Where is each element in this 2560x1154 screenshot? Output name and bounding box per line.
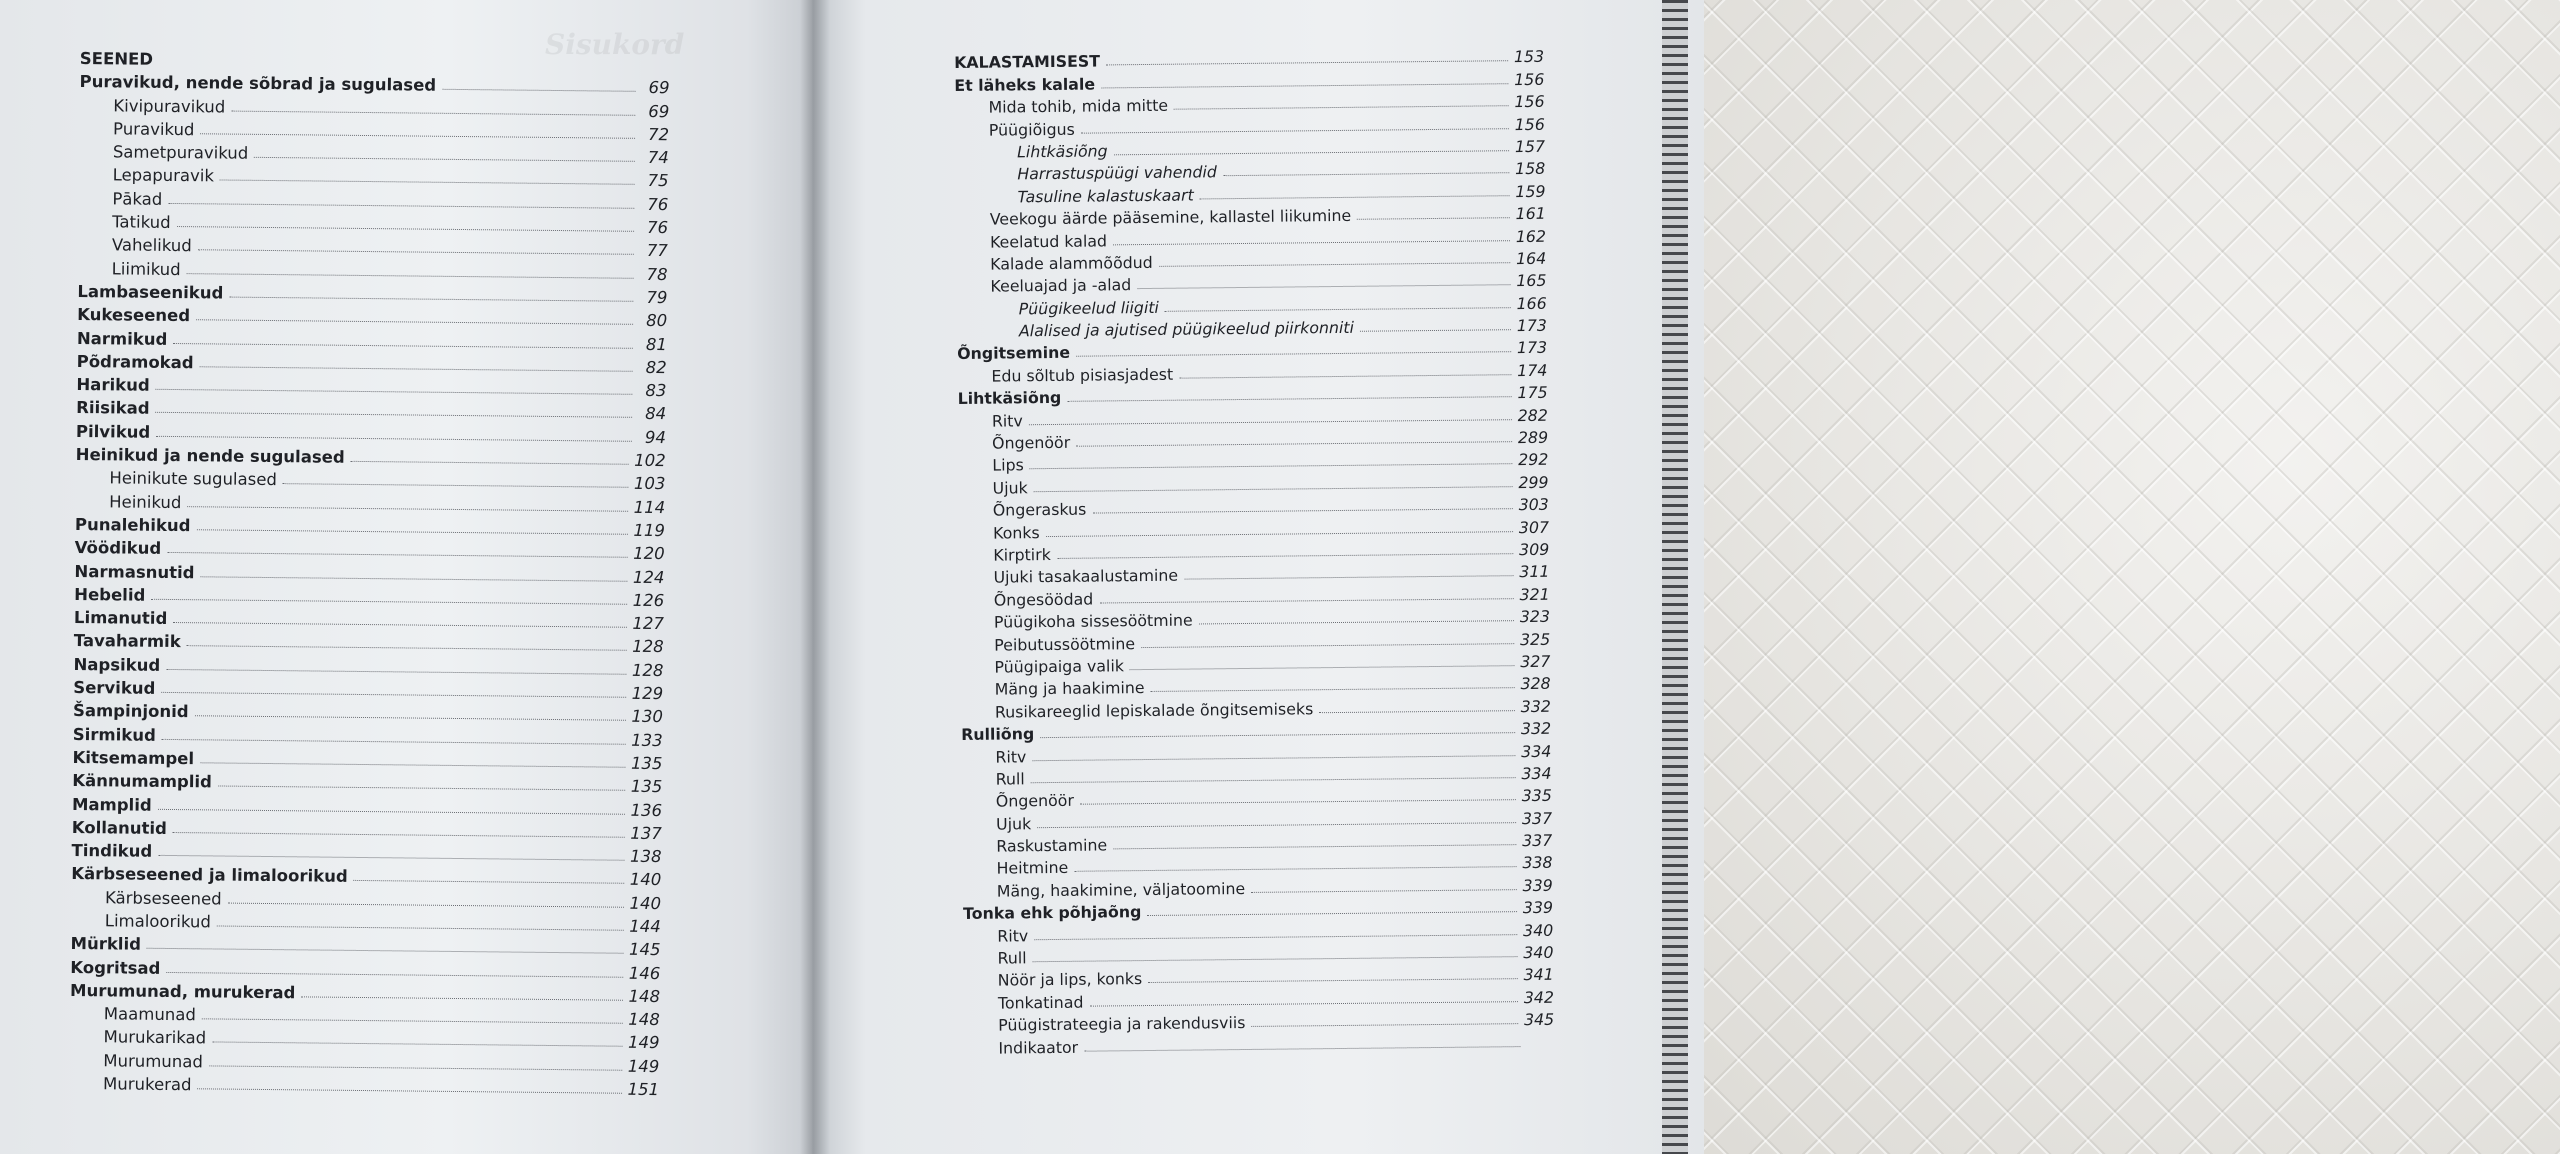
toc-entry-title: Püügistrateegia ja rakendusviis (998, 1013, 1246, 1035)
dot-leader (195, 716, 626, 722)
toc-entry-title: Püügikoha sissesöötmine (993, 610, 1193, 632)
toc-entry-title: Ritv (991, 410, 1023, 431)
toc-entry-title: Liimikud (111, 259, 181, 279)
toc-entry-title: Maamunad (103, 1004, 196, 1025)
toc-entry-page-number: 94 (644, 427, 667, 447)
toc-entry-page-number: 289 (1517, 427, 1549, 448)
dot-leader (217, 925, 623, 930)
toc-entry-page-number: 340 (1522, 920, 1554, 940)
toc-entry-title: Kitsemampel (72, 747, 195, 769)
toc-entry-page-number: 337 (1522, 830, 1553, 851)
toc-entry-title: Ujuk (996, 813, 1032, 834)
book-gutter (800, 0, 830, 1154)
toc-entry-title: Konks (992, 522, 1040, 543)
dot-leader (1147, 911, 1517, 916)
dot-leader (1076, 352, 1511, 358)
toc-entry-title: Mäng ja haakimine (994, 678, 1145, 699)
dot-leader (1031, 777, 1516, 783)
toc-entry-title: Tatikud (112, 212, 171, 233)
toc-entry-title: Heinikute sugulased (109, 468, 278, 490)
toc-entry-title: Heitmine (996, 858, 1069, 879)
toc-entry-page-number: 135 (630, 777, 663, 797)
dot-leader (196, 529, 627, 535)
toc-entry-title: Püügipaiga valik (994, 656, 1125, 677)
dot-leader (161, 692, 625, 698)
toc-entry-page-number: 69 (648, 78, 670, 98)
toc-entry-title: Õngitsemine (957, 343, 1071, 364)
dot-leader (254, 157, 635, 162)
dot-leader (442, 89, 635, 92)
toc-entry-title: Raskustamine (996, 835, 1108, 856)
toc-entry-title: Indikaator (998, 1037, 1079, 1058)
dot-leader (1084, 1046, 1520, 1052)
toc-entry-page-number: 133 (631, 730, 663, 750)
dot-leader (147, 948, 623, 954)
toc-entry-title: Veekogu äärde pääsemine, kallastel liikumine (989, 205, 1352, 229)
toc-entry-page-number: 335 (1521, 786, 1552, 806)
toc-entry-title: Alalised ja ajutised püügikeelud piirkonniti (1018, 317, 1355, 341)
toc-entry-title: Murukerad (103, 1074, 192, 1095)
dot-leader (173, 622, 626, 628)
dot-leader (1090, 1001, 1518, 1006)
toc-entry-page-number: 327 (1520, 651, 1551, 672)
toc-entry-page-number: 341 (1523, 965, 1554, 985)
toc-entry-title: Mamplid (71, 794, 152, 815)
toc-entry-title: Kukeseened (77, 305, 191, 326)
toc-entry-title: Limaloorikud (104, 911, 212, 932)
toc-entry-page-number: 83 (645, 381, 667, 401)
toc-entry-title: Kännumamplid (72, 771, 213, 792)
dot-leader (1099, 598, 1513, 603)
toc-entry-page-number: 149 (627, 1033, 660, 1053)
toc-entry-title: Vöödikud (74, 538, 162, 559)
dot-leader (162, 739, 625, 745)
dot-leader (173, 343, 633, 349)
toc-entry-title: Peibutussöötmine (994, 633, 1136, 655)
toc-entry-title: Ujuk (992, 478, 1028, 498)
toc-entry-page-number: 334 (1521, 741, 1552, 761)
toc-entry-title: Rusikareeglid lepiskalade õngitsemiseks (994, 698, 1314, 722)
dot-leader (197, 1088, 621, 1093)
toc-entry-title: Tavaharmik (73, 631, 181, 652)
toc-entry-page-number: 79 (646, 287, 668, 308)
toc-entry-title: Pākad (112, 189, 163, 209)
toc-entry-title: Harrastuspüügi vahendid (1017, 162, 1218, 184)
toc-entry-page-number: 119 (633, 520, 666, 541)
toc-entry-page-number: 84 (645, 404, 667, 424)
toc-entry-page-number: 137 (630, 823, 662, 843)
toc-entry-title: Tindikud (71, 841, 153, 861)
toc-entry-title: Puravikud (113, 119, 195, 140)
toc-entry-title: Püügikeelud liigiti (1018, 297, 1159, 319)
toc-entry-page-number: 337 (1521, 808, 1553, 828)
dot-leader (201, 576, 627, 581)
toc-entry-page-number: 72 (647, 124, 670, 145)
toc-entry-title: Servikud (73, 677, 156, 698)
toc-entry-page-number: 162 (1515, 226, 1547, 246)
dot-leader (1046, 531, 1513, 537)
toc-entry-page-number: 80 (646, 311, 668, 331)
dot-leader (354, 880, 624, 884)
dot-leader (156, 389, 633, 395)
dot-leader (228, 902, 624, 907)
toc-entry-title: Keeluajad ja -alad (990, 275, 1132, 296)
toc-entry-page-number: 339 (1522, 898, 1554, 918)
dot-leader (167, 552, 627, 558)
dot-leader (283, 483, 628, 488)
toc-entry-page-number: 303 (1518, 495, 1549, 515)
toc-entry-title: Riisikad (76, 398, 150, 419)
toc-entry-page-number: 307 (1518, 517, 1550, 537)
toc-entry-title: Rulliõng (961, 724, 1035, 745)
toc-entry-page-number: 82 (645, 357, 667, 378)
toc-entry-title: Limanutid (73, 608, 168, 629)
toc-entry-title: Lihtkäsiõng (1016, 141, 1108, 162)
toc-entry-page-number: 114 (633, 497, 666, 517)
toc-entry-title: Keelatud kalad (989, 230, 1108, 252)
toc-entry-title: Murukarikad (103, 1027, 207, 1048)
toc-entry-page-number: 151 (627, 1079, 660, 1100)
toc-entry-page-number: 332 (1520, 718, 1552, 739)
toc-entry-title: Põdramokad (76, 351, 194, 373)
dot-leader (209, 1065, 622, 1070)
toc-entry-page-number: 174 (1517, 360, 1548, 380)
toc-entry-title: Murumunad, murukerad (69, 980, 296, 1003)
toc-entry-title: Tonkatinad (997, 992, 1084, 1013)
dot-leader (1200, 195, 1510, 199)
dot-leader (177, 226, 634, 232)
toc-entry-page-number: 148 (628, 1009, 660, 1030)
toc-entry-page-number: 136 (630, 800, 663, 820)
toc-entry-title: Hebelid (74, 584, 146, 605)
right-entry-list (954, 44, 1555, 1058)
toc-entry-title: Kivipuravikud (113, 95, 226, 117)
toc-entry-page-number: 140 (629, 893, 662, 913)
dot-leader (187, 506, 627, 512)
dot-leader (200, 133, 635, 139)
toc-entry-page-number: 130 (631, 707, 664, 727)
toc-entry-page-number: 153 (1513, 47, 1545, 67)
toc-entry-title: Rull (997, 948, 1027, 968)
toc-entry-title: Tasuline kalastuskaart (1017, 185, 1194, 207)
spiral-binding (1662, 0, 1688, 1154)
dot-leader (1165, 307, 1511, 312)
toc-entry-title: Napsikud (73, 654, 161, 675)
dot-leader (1319, 710, 1514, 713)
dot-leader (1357, 217, 1509, 220)
toc-entry-page-number: 323 (1519, 606, 1551, 627)
toc-entry-title: Heinikud ja nende sugulased (75, 445, 345, 467)
toc-entry-title: Šampinjonid (72, 701, 189, 722)
dot-leader (1148, 979, 1517, 984)
toc-entry-page-number: 74 (647, 148, 669, 168)
section-heading: SEENED (79, 48, 154, 69)
toc-entry-page-number: 126 (632, 590, 665, 610)
dot-leader (1114, 150, 1509, 155)
toc-entry-page-number: 175 (1517, 383, 1548, 403)
dot-leader (200, 762, 625, 767)
toc-entry-page-number: 129 (631, 683, 664, 704)
dot-leader (1067, 396, 1511, 402)
toc-entry-page-number: 140 (629, 870, 662, 890)
toc-entry-page-number: 158 (1515, 159, 1546, 179)
dot-leader (1137, 284, 1510, 289)
toc-entry-title: Püügiõigus (988, 119, 1075, 140)
toc-entry-page-number: 159 (1515, 181, 1546, 201)
dot-leader (1151, 687, 1515, 692)
toc-entry-page-number: 164 (1515, 248, 1547, 269)
toc-entry-title: Rull (995, 769, 1025, 789)
toc-entry-title: Sametpuravikud (112, 142, 249, 163)
dot-leader (1179, 374, 1511, 378)
toc-entry-page-number: 321 (1519, 584, 1550, 604)
toc-entry-page-number: 173 (1516, 315, 1548, 336)
toc-entry-page-number: 78 (646, 264, 668, 284)
dot-leader (351, 461, 628, 465)
toc-entry-title: Kalade alammõõdud (990, 252, 1153, 274)
dot-leader (229, 297, 633, 302)
toc-entry-title: Kärbseseened (104, 887, 222, 909)
dot-leader (187, 273, 634, 279)
dot-leader (1159, 262, 1510, 267)
toc-entry-page-number: 282 (1517, 405, 1548, 425)
dot-leader (1034, 934, 1517, 940)
dot-leader (1033, 956, 1518, 962)
toc-entry-page-number: 161 (1515, 203, 1546, 224)
toc-entry-page-number: 156 (1514, 91, 1545, 112)
toc-entry-title: Et läheks kalale (954, 74, 1096, 95)
toc-entry-page-number: 166 (1516, 293, 1547, 313)
toc-entry-page-number: 103 (633, 474, 666, 494)
toc-entry-title: Tonka ehk põhjaõng (962, 902, 1142, 924)
toc-entry-page-number: 75 (647, 171, 669, 191)
toc-entry-title: Ujuki tasakaalustamine (993, 566, 1179, 587)
dot-leader (156, 412, 633, 418)
toc-entry-page-number: 128 (632, 637, 664, 657)
dot-leader (1057, 553, 1513, 559)
toc-entry-title: Mürklid (70, 934, 142, 954)
toc-entry-title: Nöör ja lips, konks (997, 969, 1143, 990)
toc-entry-page-number: 299 (1518, 472, 1549, 492)
dot-leader (1034, 486, 1513, 492)
dot-leader (158, 808, 625, 814)
dot-leader (187, 646, 626, 652)
toc-entry-title: Õngenöör (995, 791, 1074, 811)
dot-leader (1113, 240, 1510, 245)
toc-entry-title: Ritv (995, 746, 1027, 767)
toc-entry-page-number: 149 (627, 1056, 660, 1076)
dot-leader (212, 1042, 622, 1047)
toc-entry-page-number: 165 (1516, 271, 1547, 291)
dot-leader (1032, 755, 1515, 761)
dot-leader (1106, 61, 1508, 66)
toc-entry-page-number: 146 (628, 963, 661, 983)
toc-entry-page-number: 334 (1521, 763, 1552, 783)
toc-entry-page-number: 148 (628, 986, 661, 1007)
dot-leader (198, 250, 634, 256)
toc-entry-page-number: 328 (1520, 674, 1551, 694)
dot-leader (1174, 105, 1508, 110)
dot-leader (196, 319, 633, 325)
toc-entry-title: Mäng, haakimine, väljatoomine (996, 878, 1246, 901)
dot-leader (1360, 329, 1511, 332)
toc-entry-title: Vahelikud (111, 235, 192, 256)
toc-entry-page-number: 127 (632, 613, 665, 634)
dot-leader (1092, 508, 1512, 513)
dot-leader (1074, 867, 1516, 873)
dot-leader (1029, 419, 1512, 425)
toc-entry-page-number: 135 (630, 753, 663, 774)
toc-entry-title: Lips (992, 455, 1024, 476)
toc-entry-page-number: 124 (632, 567, 665, 587)
dot-leader (200, 366, 633, 372)
dot-leader (166, 669, 626, 675)
show-through-text: Sisukord (545, 28, 685, 61)
toc-entry-page-number: 77 (646, 241, 668, 261)
dot-leader (168, 203, 634, 209)
toc-entry-page-number: 144 (629, 916, 661, 937)
toc-entry-page-number: 69 (648, 101, 670, 121)
toc-entry-title: Puravikud, nende sõbrad ja sugulased (79, 72, 437, 96)
dot-leader (1113, 844, 1516, 849)
toc-entry-page-number: 120 (633, 544, 665, 564)
toc-entry-title: Õngeraskus (992, 499, 1087, 520)
toc-entry-page-number: 292 (1518, 450, 1549, 470)
toc-entry-page-number: 345 (1523, 1009, 1555, 1030)
dot-leader (1030, 464, 1512, 470)
toc-entry-title: Mida tohib, mida mitte (988, 95, 1169, 117)
toc-entry-title: Heinikud (109, 491, 182, 512)
toc-entry-title: Narmasnutid (74, 561, 195, 582)
toc-entry-title: KALASTAMISEST (954, 51, 1101, 73)
dot-leader (202, 1019, 622, 1024)
toc-entry-title: Sirmikud (72, 724, 156, 745)
toc-entry-title: Harikud (76, 375, 150, 395)
toc-entry-title: Pilvikud (75, 421, 151, 442)
toc-entry-page-number: 342 (1523, 987, 1555, 1007)
toc-entry-page-number: 156 (1514, 69, 1545, 89)
toc-entry-page-number: 76 (647, 194, 669, 214)
dot-leader (1076, 441, 1512, 447)
dot-leader (166, 972, 622, 978)
toc-entry-title: Kirptirk (993, 544, 1051, 565)
toc-entry-page-number: 102 (634, 450, 666, 471)
dot-leader (1080, 799, 1516, 805)
dot-leader (1037, 822, 1516, 828)
toc-entry-page-number: 340 (1523, 942, 1554, 963)
toc-entry-title: Lepapuravik (112, 165, 215, 186)
toc-entry-title: Punalehikud (74, 514, 191, 536)
toc-entry-page-number: 138 (629, 846, 662, 867)
toc-entry-title: Kogritsad (70, 957, 161, 978)
toc-entry-title: Õngesöödad (993, 589, 1094, 610)
dot-leader (156, 436, 632, 442)
dot-leader (1251, 889, 1516, 893)
toc-entry-title: Edu sõltub pisiasjadest (991, 364, 1174, 386)
dot-leader (151, 599, 626, 605)
dot-leader (220, 180, 635, 185)
toc-entry-page-number: 128 (631, 660, 664, 680)
toc-entry-title: Lambaseenikud (77, 281, 224, 303)
dot-leader (1081, 128, 1509, 133)
toc-entry-title: Lihtkäsiõng (957, 388, 1062, 409)
dot-leader (1184, 576, 1513, 580)
toc-entry-page-number: 157 (1514, 136, 1546, 157)
toc-entry-page-number: 173 (1516, 338, 1548, 358)
toc-entry-page-number: 76 (647, 218, 669, 238)
left-entry-list (69, 68, 670, 1099)
dot-leader (173, 832, 624, 838)
toc-entry-page-number: 81 (645, 334, 667, 354)
toc-entry-page-number: 325 (1519, 629, 1551, 649)
toc-entry-page-number: 309 (1519, 539, 1550, 560)
toc-entry-title: Murumunad (103, 1051, 203, 1072)
toc-entry-title: Kollanutid (71, 817, 168, 838)
toc-entry-page-number: 332 (1520, 696, 1552, 716)
dot-leader (1101, 83, 1508, 88)
dot-leader (218, 786, 625, 791)
tablecloth-background (1670, 0, 2560, 1154)
dot-leader (1130, 665, 1514, 670)
dot-leader (301, 996, 622, 1000)
toc-entry-page-number: 311 (1519, 562, 1550, 582)
toc-entry-title: Narmikud (76, 328, 168, 349)
toc-entry-title: Ritv (997, 925, 1029, 946)
dot-leader (158, 855, 624, 861)
right-table-of-contents (954, 44, 1555, 1058)
toc-entry-page-number: 339 (1522, 875, 1553, 895)
dot-leader (1040, 732, 1515, 738)
left-table-of-contents (69, 44, 670, 1099)
toc-entry-page-number: 156 (1514, 114, 1545, 134)
toc-entry-title: Õngenöör (992, 432, 1071, 453)
toc-entry-page-number: 338 (1522, 853, 1553, 873)
dot-leader (1199, 620, 1514, 624)
toc-entry-page-number: 145 (628, 940, 661, 960)
dot-leader (231, 110, 635, 115)
toc-entry-title: Kärbseseened ja limaloorikud (71, 864, 348, 887)
dot-leader (1141, 643, 1514, 648)
dot-leader (1251, 1023, 1518, 1027)
dot-leader (1223, 173, 1509, 177)
